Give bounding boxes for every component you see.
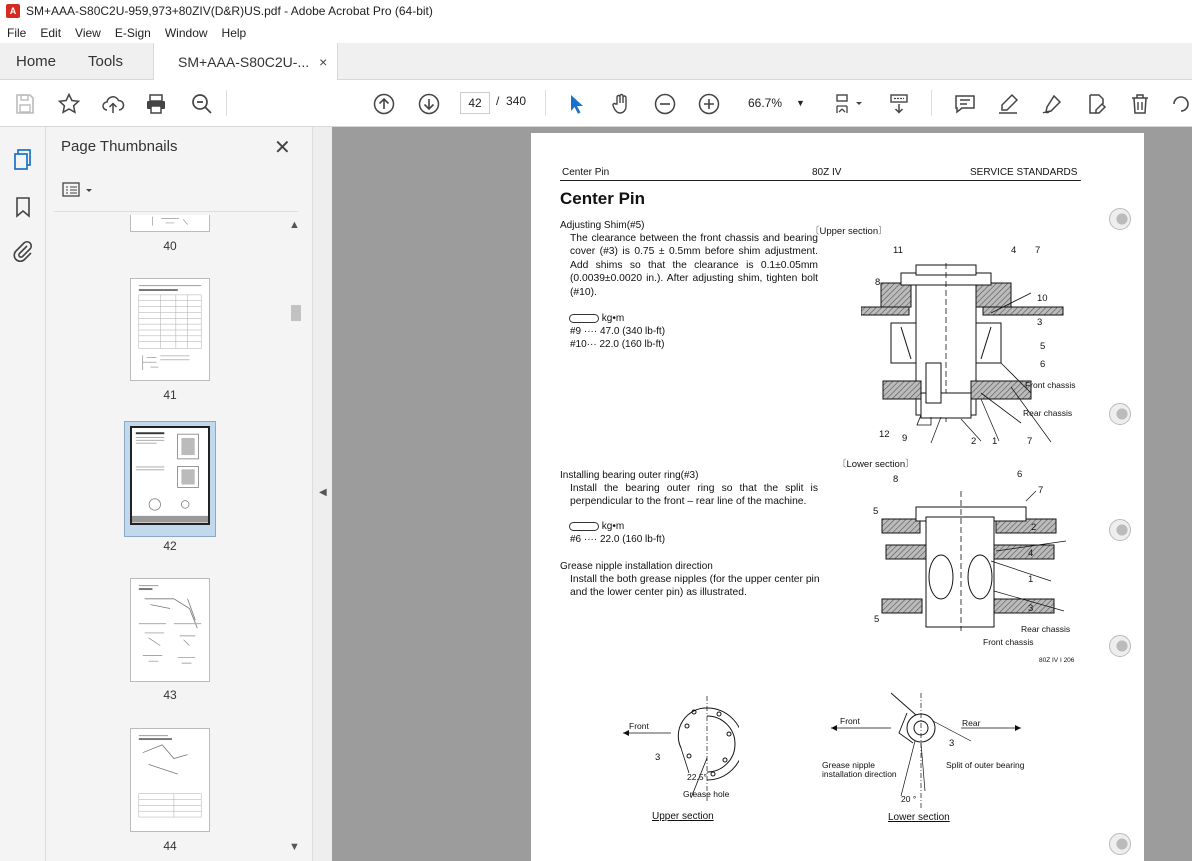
grease-hole-label: Grease hole	[683, 789, 730, 799]
thumbnail-options-menu[interactable]	[62, 180, 96, 200]
menu-edit[interactable]: Edit	[40, 25, 62, 40]
toolbar-divider	[226, 90, 227, 116]
page-title: Center Pin	[560, 189, 646, 208]
zoom-select[interactable]	[740, 92, 810, 114]
panel-splitter[interactable]	[312, 127, 332, 861]
front-arrow-label: Front	[840, 716, 860, 726]
zoom-in-icon[interactable]	[696, 91, 722, 117]
callout-label: 3	[1028, 603, 1034, 614]
section-heading-bearing: Installing bearing outer ring(#3)	[560, 470, 699, 481]
callout-label: 12	[879, 429, 890, 440]
upper-section-label: 〔Upper section〕	[810, 226, 888, 237]
callout-label: 10	[1037, 293, 1048, 304]
zoom-value: 66.7%	[748, 96, 783, 110]
torque-spec-1: kg•m	[569, 313, 624, 324]
rotate-icon[interactable]	[1168, 91, 1192, 117]
section-heading-grease: Grease nipple installation direction	[560, 561, 713, 572]
acrobat-icon: A	[6, 4, 20, 18]
menu-view[interactable]: View	[75, 25, 101, 40]
callout-label: 2	[971, 436, 977, 447]
toolbar	[0, 80, 1192, 127]
options-list-icon	[62, 180, 96, 200]
binder-hole	[1109, 833, 1131, 855]
callout-label: 7	[1038, 485, 1044, 496]
binder-hole	[1109, 635, 1131, 657]
thumbnail-page-42[interactable]	[130, 426, 210, 525]
toolbar-divider	[931, 90, 932, 116]
page-header-center: 80Z IV	[812, 167, 842, 178]
angle-label: 22.5°	[687, 772, 707, 782]
thumbnail-page-43[interactable]	[130, 578, 210, 682]
header-rule	[560, 180, 1081, 181]
scroll-mode-icon[interactable]	[886, 91, 912, 117]
grease-nipple-label: Grease nipple installation direction	[822, 760, 897, 779]
comment-icon[interactable]	[952, 91, 978, 117]
binder-hole	[1109, 403, 1131, 425]
callout-label: 1	[1028, 574, 1034, 585]
callout-label: 6	[1040, 359, 1046, 370]
rear-chassis-label: Rear chassis	[1023, 408, 1073, 418]
thumbnail-label-40: 40	[163, 239, 177, 253]
window-title: SM+AAA-S80C2U-959,973+80ZIV(D&R)US.pdf - Adobe Acrobat Pro (64-bit)	[26, 4, 433, 18]
upload-cloud-icon[interactable]	[100, 91, 126, 117]
thumbnail-page-40[interactable]	[130, 215, 210, 232]
callout-label: 6	[1017, 469, 1023, 480]
upper-section-diagram	[861, 243, 1091, 453]
next-page-icon[interactable]	[416, 91, 442, 117]
menu-window[interactable]: Window	[164, 25, 208, 40]
tab-document-label: SM+AAA-S80C2U-...	[178, 54, 310, 70]
tab-home[interactable]: Home	[16, 53, 57, 70]
menu-esign[interactable]: E-Sign	[114, 25, 151, 40]
zoom-search-icon[interactable]	[189, 91, 215, 117]
callout-label: 8	[893, 474, 899, 485]
callout-label: 5	[1040, 341, 1046, 352]
figure-code: 80Z IV I 206	[1039, 657, 1075, 664]
callout-label: 3	[1037, 317, 1043, 328]
edit-pdf-icon[interactable]	[1083, 91, 1109, 117]
close-tab-icon[interactable]: ×	[319, 54, 328, 70]
callout-label: 11	[893, 245, 903, 256]
thumbnail-label-44: 44	[163, 839, 177, 853]
panel-title: Page Thumbnails	[61, 138, 178, 155]
torque-value-6: #6 ···· 22.0 (160 lb-ft)	[570, 534, 666, 545]
page-thumbnails-icon[interactable]	[11, 147, 35, 171]
left-navigation-rail	[0, 127, 46, 861]
attachments-icon[interactable]	[11, 239, 35, 263]
toolbar-divider	[545, 90, 546, 116]
thumbnail-label-41: 41	[163, 388, 177, 402]
callout-label: 5	[874, 614, 880, 625]
grease-upper-diagram	[619, 688, 739, 803]
zoom-out-icon[interactable]	[652, 91, 678, 117]
front-chassis-label: Front chassis	[1025, 380, 1076, 390]
print-icon[interactable]	[143, 91, 169, 117]
callout-label: 3	[949, 738, 955, 749]
draw-signature-icon[interactable]	[1039, 91, 1065, 117]
page-number-input[interactable]: 42	[460, 92, 490, 114]
thumbnail-label-43: 43	[163, 688, 177, 702]
binder-hole	[1109, 208, 1131, 230]
front-chassis-label: Front chassis	[983, 637, 1034, 647]
select-cursor-icon[interactable]	[564, 91, 590, 117]
page-header-left: Center Pin	[562, 167, 610, 178]
hand-tool-icon[interactable]	[608, 91, 634, 117]
section-body-shim: The clearance between the front chassis and bearing cover (#3) is 0.75 ± 0.5mm before shim adjustment. Add shims so that the clearance is 0.1±0.05mm (0.0039±0.0020 in.). After adjusting shim, tighten bolt (#10).	[570, 233, 818, 298]
grease-lower-diagram	[811, 683, 1041, 808]
panel-divider	[54, 211, 298, 212]
thumbnail-page-41[interactable]	[130, 278, 210, 381]
torque-value-9: #9 ···· 47.0 (340 lb-ft)	[570, 326, 666, 337]
highlight-pen-icon[interactable]	[995, 91, 1021, 117]
torque-spec-2: kg•m	[569, 521, 624, 532]
menu-help[interactable]: Help	[221, 25, 247, 40]
close-panel-icon[interactable]: ✕	[274, 137, 291, 159]
scroll-up-icon[interactable]: ▲	[289, 219, 300, 231]
thumbnail-label-42: 42	[163, 539, 177, 553]
page-layout-icon[interactable]	[832, 91, 866, 117]
chevron-down-icon: ▼	[796, 98, 805, 108]
callout-label: 5	[873, 506, 879, 517]
callout-label: 7	[1027, 436, 1033, 447]
wrench-icon	[569, 522, 599, 531]
section-body-grease: Install the both grease nipples (for the upper center pin and the lower center pin) as illustrated.	[570, 574, 820, 599]
section-body-bearing: Install the bearing outer ring so that the split is perpendicular to the front – rear line of the machine.	[570, 483, 818, 508]
bookmarks-icon[interactable]	[11, 195, 35, 219]
binder-hole	[1109, 519, 1131, 541]
page-header-right: SERVICE STANDARDS	[970, 167, 1078, 178]
callout-label: 3	[655, 752, 661, 763]
callout-label: 7	[1035, 245, 1041, 256]
tab-document[interactable]	[153, 43, 338, 81]
split-outer-bearing-label: Split of outer bearing	[946, 760, 1025, 770]
callout-label: 4	[1011, 245, 1017, 256]
page-count: / 340	[496, 94, 527, 108]
bookmark-star-icon[interactable]	[56, 91, 82, 117]
lower-section-diagram	[876, 481, 1076, 641]
title-bar	[0, 0, 1192, 22]
thumbnail-page-44[interactable]	[130, 728, 210, 832]
lower-section-caption: Lower section	[888, 812, 950, 823]
menu-bar	[0, 22, 1192, 43]
previous-page-icon[interactable]	[371, 91, 397, 117]
rear-chassis-label: Rear chassis	[1021, 624, 1071, 634]
torque-value-10: #10··· 22.0 (160 lb-ft)	[570, 339, 665, 350]
rear-arrow-label: Rear	[962, 718, 981, 728]
wrench-icon	[569, 314, 599, 323]
tab-tools[interactable]: Tools	[88, 53, 124, 70]
upper-section-caption: Upper section	[652, 811, 714, 822]
angle-label: 20 °	[901, 794, 917, 804]
document-viewport[interactable]	[332, 127, 1192, 861]
section-heading-shim: Adjusting Shim(#5)	[560, 220, 645, 231]
tab-bar	[0, 43, 1192, 80]
callout-label: 2	[1031, 522, 1037, 533]
scroll-down-icon[interactable]: ▼	[289, 841, 300, 853]
callout-label: 9	[902, 433, 908, 444]
callout-label: 1	[992, 436, 998, 447]
lower-section-label: 〔Lower section〕	[837, 459, 915, 470]
pdf-page	[531, 133, 1144, 861]
thumbnail-scrollbar[interactable]	[288, 219, 302, 859]
page-thumbnails-panel	[46, 127, 312, 861]
scrollbar-thumb[interactable]	[291, 305, 301, 321]
delete-trash-icon[interactable]	[1127, 91, 1153, 117]
front-arrow-label: Front	[629, 721, 649, 731]
callout-label: 8	[875, 277, 881, 288]
collapse-panel-icon[interactable]: ◀	[319, 487, 327, 498]
save-icon[interactable]	[12, 91, 38, 117]
callout-label: 4	[1028, 548, 1034, 559]
menu-file[interactable]: File	[7, 25, 27, 40]
